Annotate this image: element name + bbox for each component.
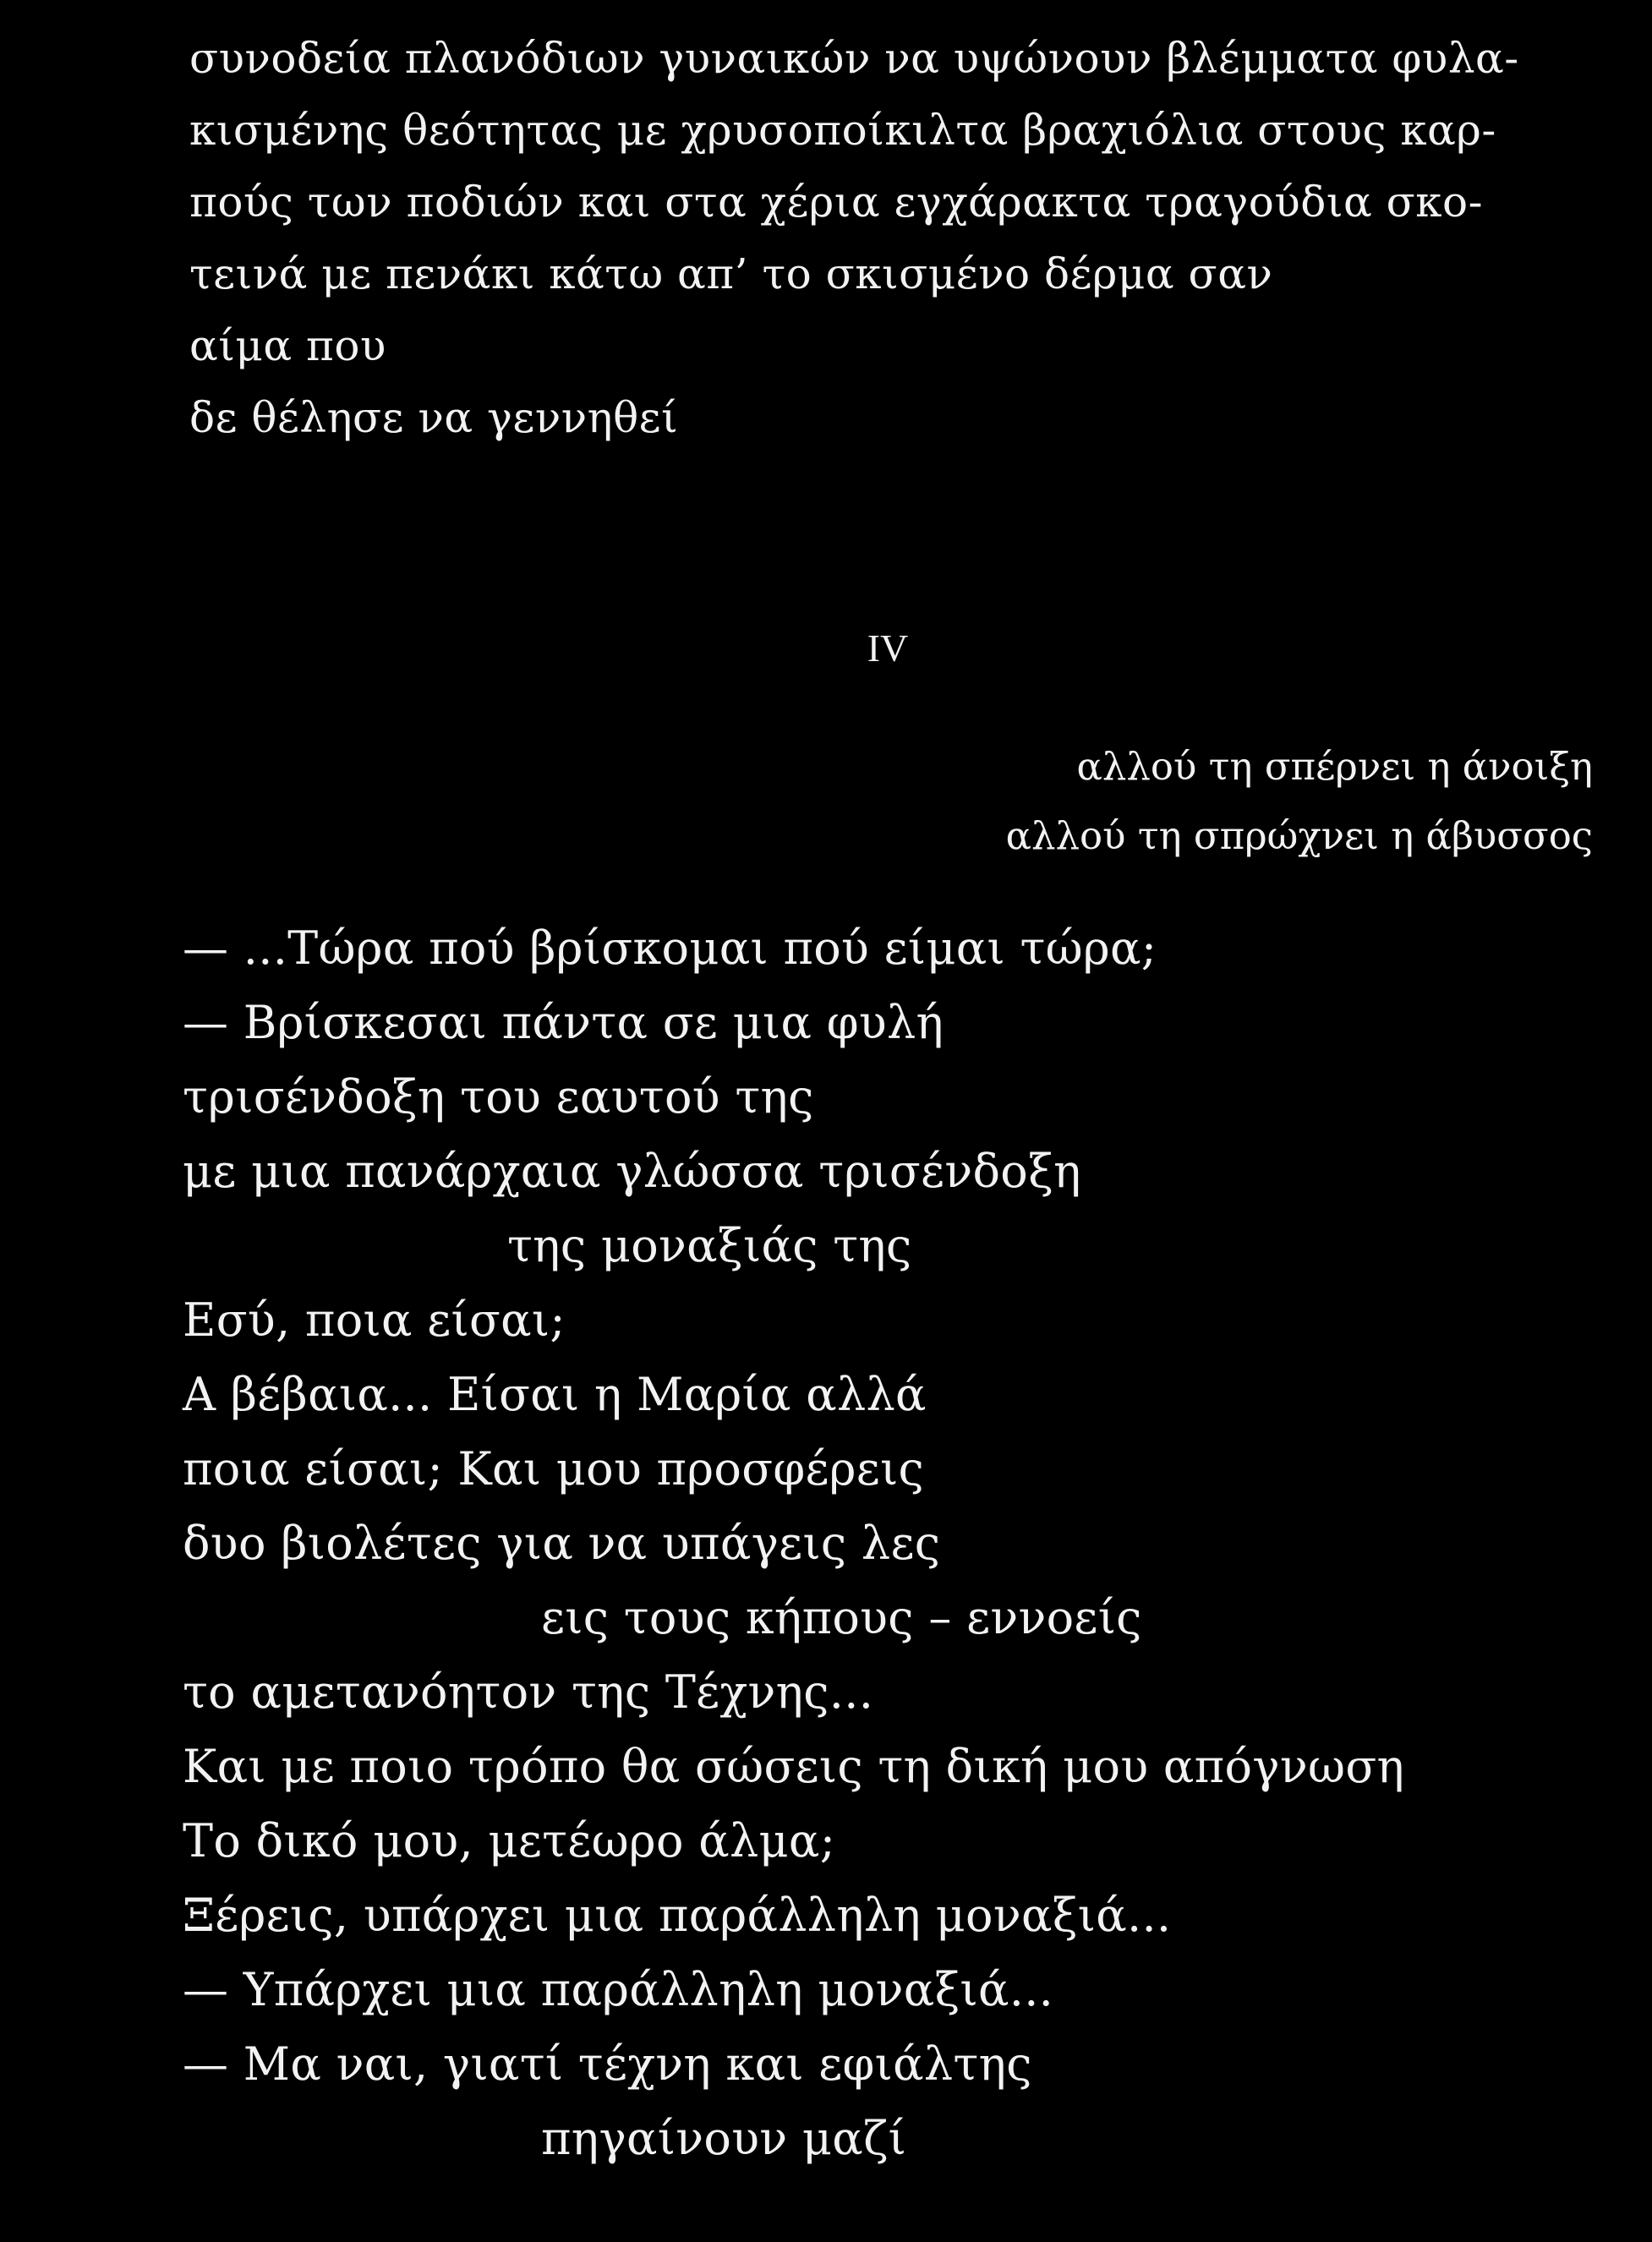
poem-line: Το δικό μου, μετέωρο άλμα;	[183, 1814, 836, 1867]
poem-line: δυο βιολέτες για να υπάγεις λες	[183, 1517, 941, 1570]
poem-line: πηγαίνουν μαζί	[541, 2112, 907, 2165]
poem-line: ποια είσαι; Και μου προσφέρεις	[183, 1442, 925, 1496]
poem-line: — Υπάρχει μια παράλληλη μοναξιά...	[183, 1963, 1054, 2016]
poem-line: Εσύ, ποια είσαι;	[183, 1293, 566, 1347]
poem-line: Α βέβαια... Είσαι η Μαρία αλλά	[183, 1368, 927, 1421]
poem-line: με μια πανάρχαια γλώσσα τρισένδοξη	[183, 1145, 1081, 1198]
prose-line: συνοδεία πλανόδιων γυναικών να υψώνουν βλέμματα φυλα-	[189, 34, 1519, 83]
poem-line: εις τους κήπους – εννοείς	[541, 1591, 1142, 1644]
epigraph-line: αλλού τη σπέρνει η άνοιξη	[1076, 744, 1593, 789]
poem-line: το αμετανόητον της Τέχνης...	[183, 1665, 874, 1719]
poem-line: Ξέρεις, υπάρχει μια παράλληλη μοναξιά...	[183, 1889, 1172, 1942]
poem-line: τρισένδοξη του εαυτού της	[183, 1070, 814, 1124]
prose-line: αίμα που	[189, 321, 386, 370]
prose-line: πούς των ποδιών και στα χέρια εγχάρακτα τραγούδια σκο-	[189, 178, 1484, 227]
poem-line: — Μα ναι, γιατί τέχνη και εφιάλτης	[183, 2037, 1032, 2091]
poem-line: της μοναξιάς της	[507, 1219, 912, 1272]
poem-line: Και με ποιο τρόπο θα σώσεις τη δική μου απόγνωση	[183, 1740, 1405, 1793]
poem-line: — Βρίσκεσαι πάντα σε μια φυλή	[183, 996, 944, 1049]
prose-line: κισμένης θεότητας με χρυσοποίκιλτα βραχιόλια στους καρ-	[189, 106, 1496, 155]
prose-line: τεινά με πενάκι κάτω απ’ το σκισμένο δέρμα σαν	[189, 249, 1273, 298]
poem-line: — ...Τώρα πού βρίσκομαι πού είμαι τώρα;	[183, 921, 1157, 975]
epigraph-line: αλλού τη σπρώχνει η άβυσσος	[1005, 813, 1593, 858]
section-number: IV	[867, 626, 909, 670]
prose-line: δε θέλησε να γεννηθεί	[189, 393, 679, 442]
